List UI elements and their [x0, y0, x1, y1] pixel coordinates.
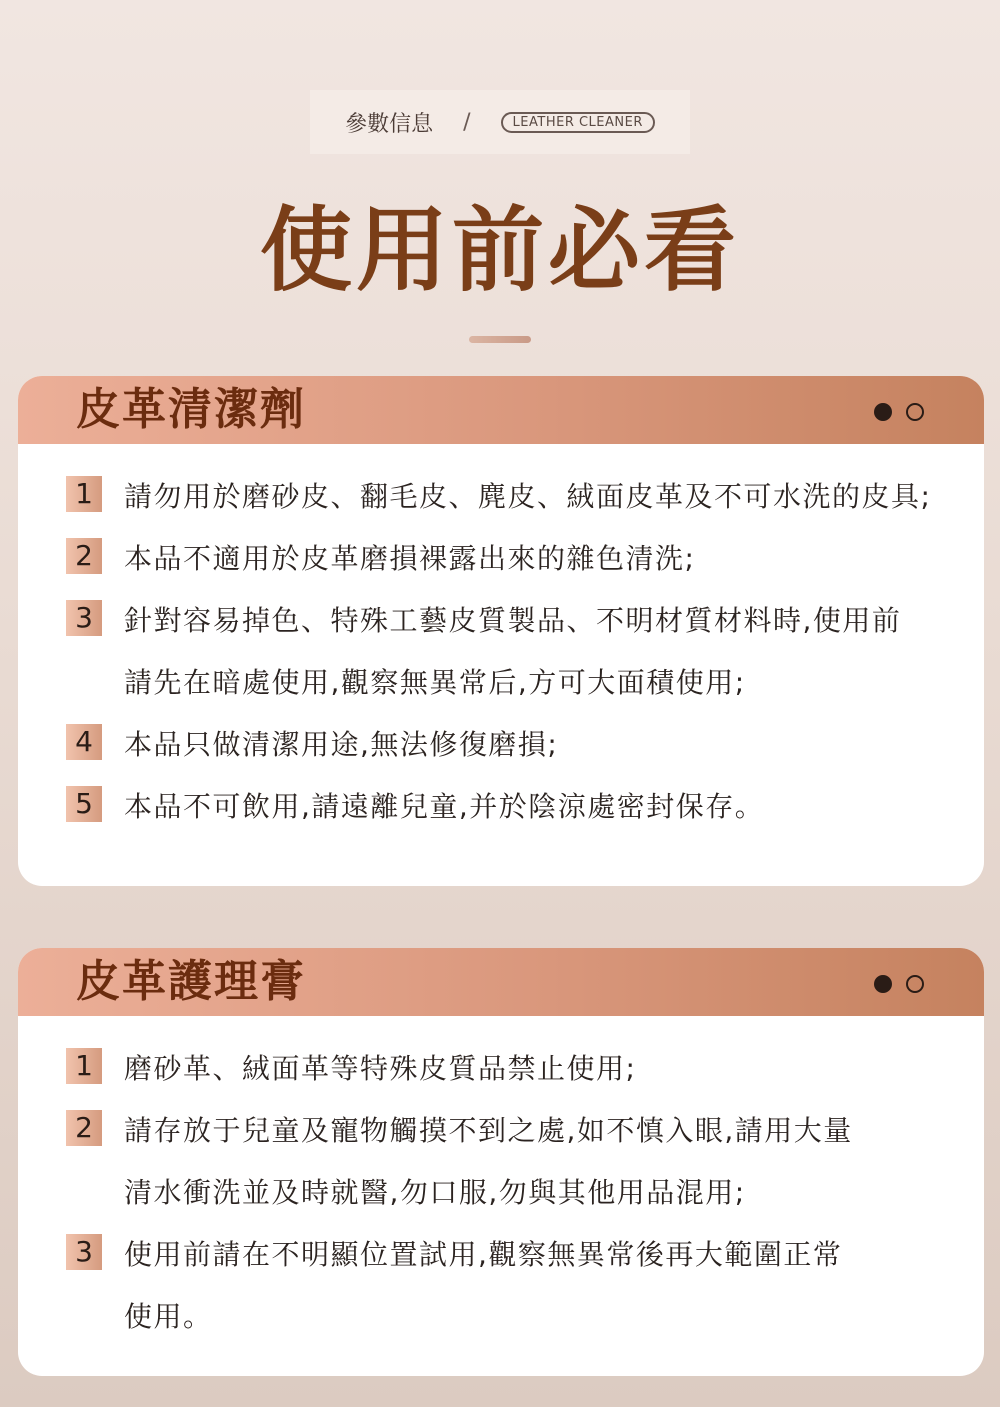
item-text-line: 磨砂革、絨面革等特殊皮質品禁止使用; — [124, 1052, 637, 1085]
section-title: 皮革清潔劑 — [76, 384, 306, 435]
dot-hollow-icon — [906, 403, 924, 421]
list-item — [18, 466, 984, 528]
item-number-badge: 1 — [66, 1048, 102, 1084]
item-text-line: 請勿用於磨砂皮、翻毛皮、麂皮、絨面皮革及不可水洗的皮具; — [124, 480, 932, 513]
item-number-badge: 2 — [66, 1110, 102, 1146]
item-number-badge: 5 — [66, 786, 102, 822]
title-underline — [469, 336, 531, 343]
section-items — [18, 444, 984, 838]
breadcrumb-pill: LEATHER CLEANER — [501, 112, 655, 133]
dot-filled-icon — [874, 975, 892, 993]
item-text-line: 本品只做清潔用途,無法修復磨損; — [124, 728, 559, 761]
list-item — [18, 1100, 984, 1224]
list-item — [18, 1224, 984, 1348]
item-text-line: 針對容易掉色、特殊工藝皮質製品、不明材質材料時,使用前 — [124, 604, 902, 637]
item-text-line: 清水衝洗並及時就醫,勿口服,勿與其他用品混用; — [124, 1176, 746, 1209]
item-text-line: 使用。 — [124, 1300, 213, 1333]
item-text-line: 本品不可飲用,請遠離兒童,并於陰涼處密封保存。 — [124, 790, 765, 823]
section-items — [18, 1016, 984, 1348]
breadcrumb-label: 參數信息 — [345, 111, 434, 137]
pager-dots — [874, 403, 924, 421]
item-text-line: 使用前請在不明顯位置試用,觀察無異常後再大範圍正常 — [124, 1238, 843, 1271]
item-text-line: 請先在暗處使用,觀察無異常后,方可大面積使用; — [124, 666, 746, 699]
item-text-line: 本品不適用於皮革磨損裸露出來的雜色清洗; — [124, 542, 696, 575]
item-number-badge: 3 — [66, 1234, 102, 1270]
list-item — [18, 1038, 984, 1100]
item-text-line: 請存放于兒童及寵物觸摸不到之處,如不慎入眼,請用大量 — [124, 1114, 853, 1147]
breadcrumb-separator: / — [463, 109, 471, 135]
section-header — [18, 376, 984, 444]
section-card-cleaner — [18, 376, 984, 886]
item-number-badge: 2 — [66, 538, 102, 574]
dot-filled-icon — [874, 403, 892, 421]
breadcrumb — [310, 90, 690, 154]
item-number-badge: 3 — [66, 600, 102, 636]
list-item — [18, 776, 984, 838]
section-card-balm — [18, 948, 984, 1376]
section-header — [18, 948, 984, 1016]
list-item — [18, 528, 984, 590]
item-number-badge: 4 — [66, 724, 102, 760]
pager-dots — [874, 975, 924, 993]
list-item — [18, 714, 984, 776]
item-number-badge: 1 — [66, 476, 102, 512]
section-title: 皮革護理膏 — [76, 956, 306, 1007]
page-title: 使用前必看 — [259, 197, 740, 304]
dot-hollow-icon — [906, 975, 924, 993]
list-item — [18, 590, 984, 714]
